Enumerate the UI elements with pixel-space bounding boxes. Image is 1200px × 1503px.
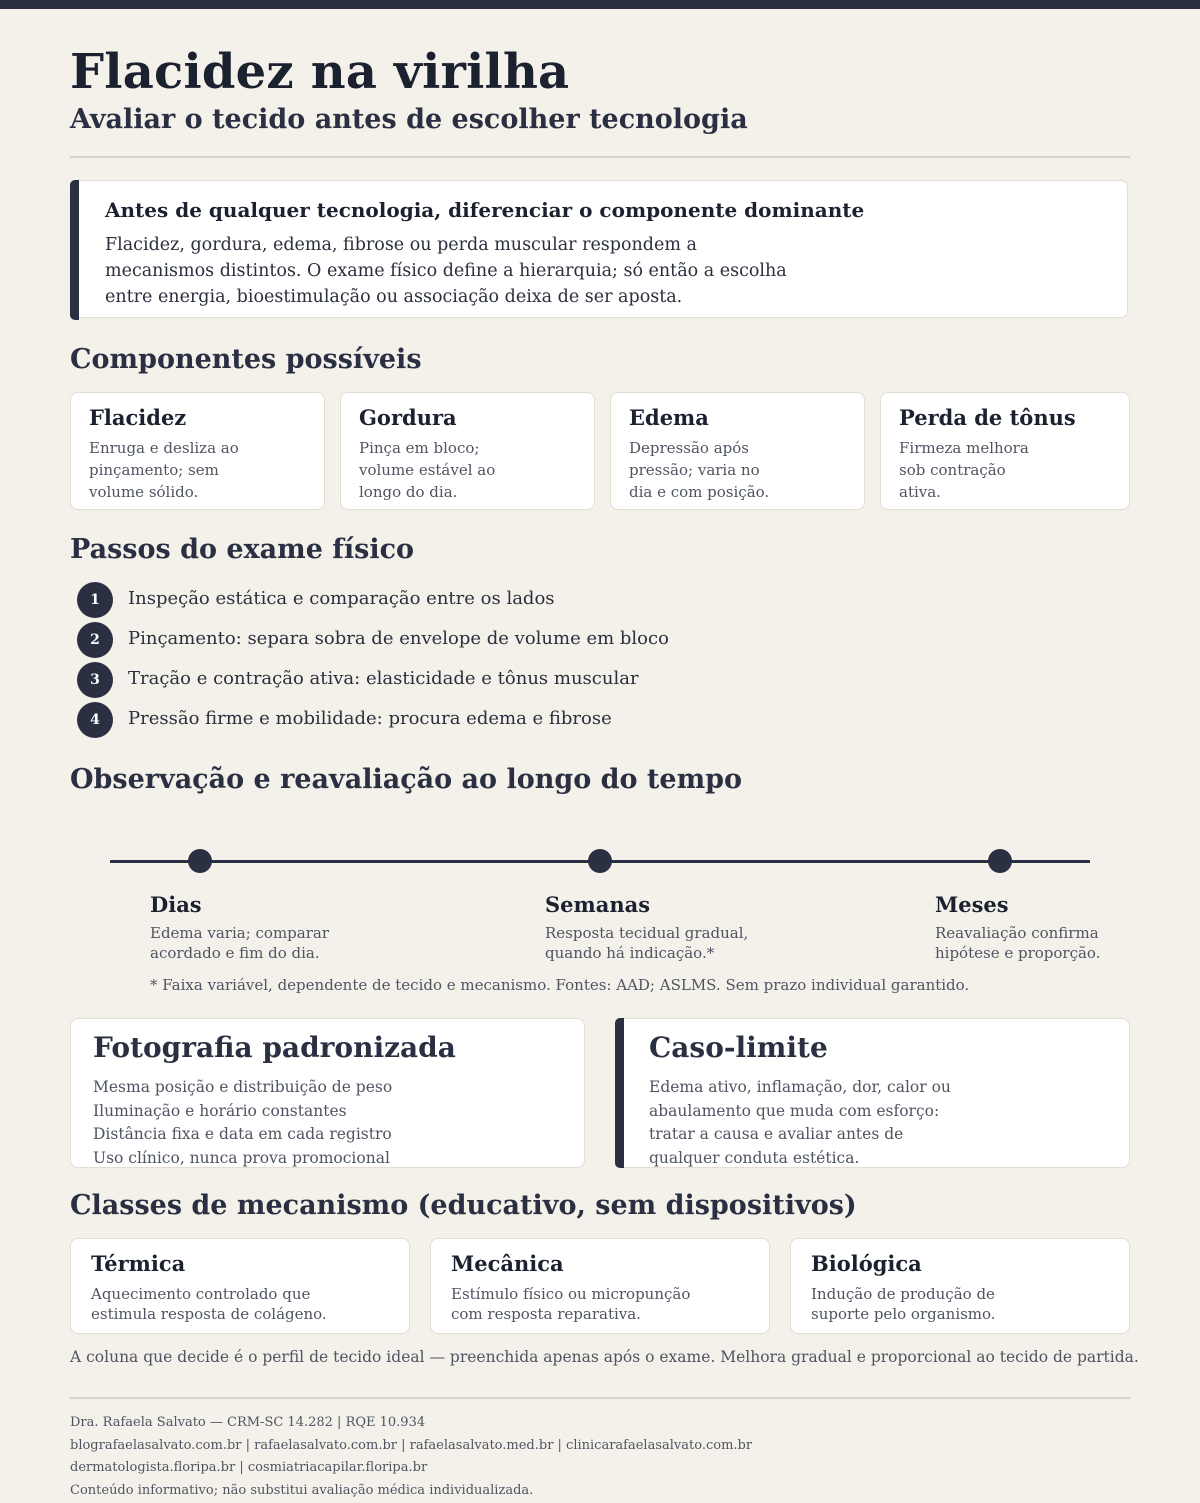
component-description: Depressão após pressão; varia no dia e com posição. [629,439,770,501]
timeline-label: Semanas [545,892,651,917]
timeline-heading: Observação e reavaliação ao longo do tempo [70,764,743,795]
mechanism-card-mecanica [430,1238,770,1334]
limit-case-title: Caso-limite [649,1031,828,1064]
step-text: Pressão firme e mobilidade: procura edema e fibrose [128,708,612,729]
key-callout [70,180,1128,318]
limit-case-line: abaulamento que muda com esforço: [649,1101,940,1120]
mechanism-title: Mecânica [451,1251,564,1276]
footer [70,1412,752,1503]
component-title: Flacidez [89,405,187,430]
timeline-label: Meses [935,892,1009,917]
component-description: Firmeza melhora sob contração ativa. [899,439,1029,501]
limit-case-line: qualquer conduta estética. [649,1148,860,1167]
step-text: Tração e contração ativa: elasticidade e tônus muscular [128,668,639,689]
checklist-item: Iluminação e horário constantes [93,1101,347,1120]
step-number-badge: 3 [77,662,113,698]
limit-case-line: Edema ativo, inflamação, dor, calor ou [649,1078,951,1096]
mechanism-card-biologica [790,1238,1130,1334]
component-title: Edema [629,405,709,430]
timeline-description: Reavaliação confirma hipótese e proporção. [935,924,1101,962]
timeline-footnote: * Faixa variável, dependente de tecido e mecanismo. Fontes: AAD; ASLMS. Sem prazo individual garantido. [150,976,970,994]
timeline-description: Edema varia; comparar acordado e fim do dia. [150,924,329,962]
footer-author: Dra. Rafaela Salvato — CRM-SC 14.282 | RQE 10.934 [70,1415,426,1430]
checklist-item: Distância fixa e data em cada registro [93,1125,392,1143]
limit-case-card [615,1018,1130,1168]
footer-divider [70,1397,1130,1399]
closing-statement: A coluna que decide é o perfil de tecido ideal — preenchida apenas após o exame. Melhora gradual e proporcional ao tecido de partida. [70,1348,1139,1366]
step-text: Inspeção estática e comparação entre os lados [128,588,555,609]
checklist-item: Uso clínico, nunca prova promocional [93,1148,390,1167]
page-subtitle: Avaliar o tecido antes de escolher tecnologia [70,104,748,135]
footer-disclaimer: Conteúdo informativo; não substitui avaliação médica individualizada. [70,1483,534,1499]
mechanism-card-termica [70,1238,410,1334]
components-heading: Componentes possíveis [70,344,422,375]
mechanism-title: Térmica [91,1251,186,1276]
step-number-badge: 4 [77,702,113,738]
component-description: Pinça em bloco; volume estável ao longo do dia. [359,439,496,501]
mechanism-description: Estímulo físico ou micropunção com resposta reparativa. [451,1285,691,1323]
photo-card-title: Fotografia padronizada [93,1031,456,1064]
timeline-marker-meses [988,849,1012,873]
timeline-description: Resposta tecidual gradual, quando há indicação.* [545,924,749,962]
header-divider [70,156,1130,158]
component-card-edema [610,392,865,510]
page-title: Flacidez na virilha [70,44,570,100]
mechanism-title: Biológica [811,1251,922,1276]
photo-standard-card [70,1018,585,1168]
component-card-flacidez [70,392,325,510]
footer-sites: blografaelasalvato.com.br | rafaelasalvato.com.br | rafaelasalvato.med.br | clinicarafaelasalvato.com.br [70,1437,753,1453]
timeline-label: Dias [150,892,202,917]
step-text: Pinçamento: separa sobra de envelope de volume em bloco [128,628,669,649]
limit-case-text [649,1076,951,1170]
component-title: Gordura [359,405,457,430]
component-title: Perda de tônus [899,405,1076,430]
callout-title: Antes de qualquer tecnologia, diferenciar o componente dominante [105,198,865,222]
checklist-item: Mesma posição e distribuição de peso [93,1078,393,1096]
limit-case-line: tratar a causa e avaliar antes de [649,1125,904,1143]
photo-checklist [93,1076,392,1170]
component-card-perda-de-tonus [880,392,1130,510]
top-accent-bar [0,0,1200,9]
callout-body: Flacidez, gordura, edema, fibrose ou perda muscular respondem a mecanismos distintos. O exame físico define a hierarquia; só então a escolha entre energia, bioestimulação ou associação deixa de ser aposta. [105,235,787,307]
mechanism-description: Aquecimento controlado que estimula resposta de colágeno. [91,1285,327,1323]
callout-accent-bar [70,180,79,320]
step-number-badge: 1 [77,582,113,618]
mechanism-description: Indução de produção de suporte pelo organismo. [811,1285,996,1323]
step-number-badge: 2 [77,622,113,658]
timeline-marker-semanas [588,849,612,873]
component-description: Enruga e desliza ao pinçamento; sem volume sólido. [89,439,239,501]
footer-sites: dermatologista.floripa.br | cosmiatriacapilar.floripa.br [70,1460,428,1476]
limit-case-accent-bar [615,1018,624,1168]
mechanisms-heading: Classes de mecanismo (educativo, sem dispositivos) [70,1190,857,1221]
component-card-gordura [340,392,595,510]
timeline-marker-dias [188,849,212,873]
exam-steps-heading: Passos do exame físico [70,534,415,565]
